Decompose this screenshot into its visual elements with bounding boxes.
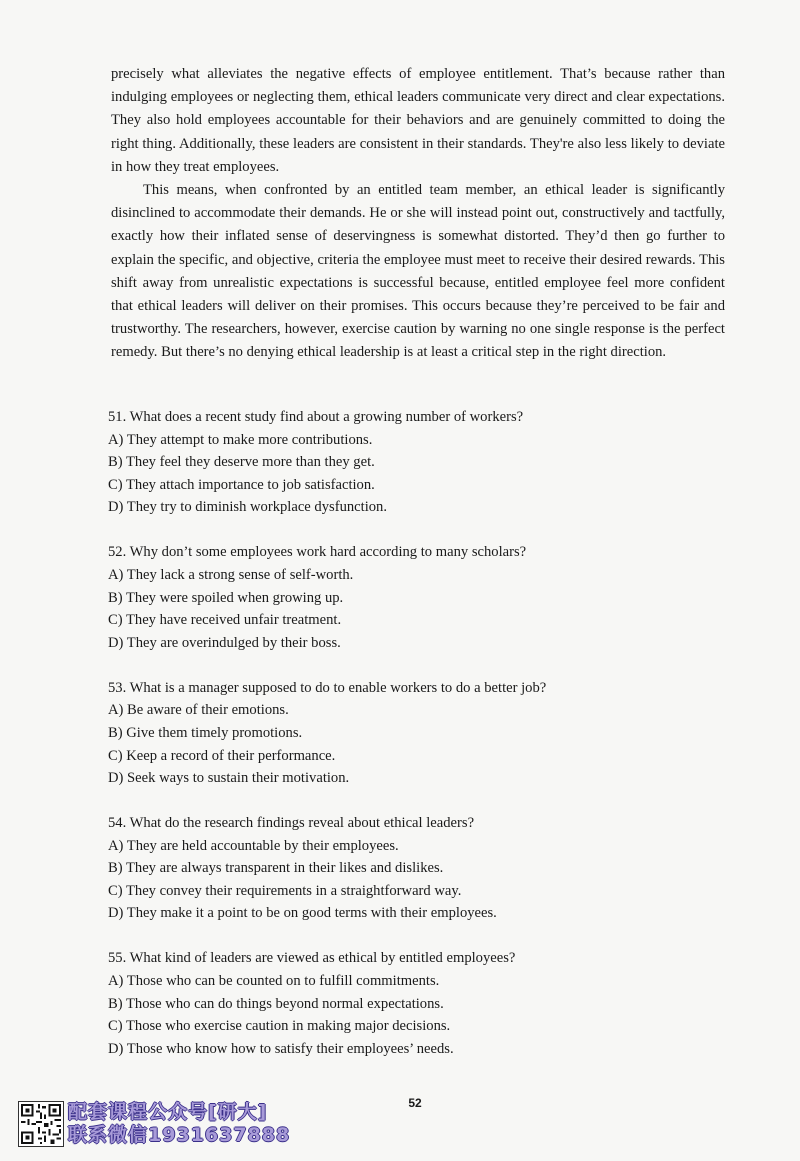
option-c: C) Those who exercise caution in making major decisions.	[108, 1018, 451, 1035]
qr-code-icon	[18, 1101, 64, 1147]
option-d: D) They are overindulged by their boss.	[108, 634, 341, 651]
question-55	[108, 947, 728, 1060]
passage-paragraph-2: This means, when confronted by an entitled team member, an ethical leader is significantly disinclined to accommodate their demands. He or she will instead point out, constructively and tactfully, exactly how their inflated sense of deservingness is somewhat distorted. They’d then go further to explain the specific, and objective, criteria the employee must meet to receive their desired rewards. This shift away from unrealistic expectations is successful because, entitled employee feel more confident that ethical leaders will deliver on their promises. This occurs because they’re perceived to be fair and trustworthy. The researchers, however, exercise caution by warning no one single response is the perfect remedy. But there’s no denying ethical leadership is at least a critical step in the right direction.	[111, 182, 725, 361]
promo-line-1: 配套课程公众号[研大]	[68, 1101, 268, 1123]
option-b: B) Those who can do things beyond normal expectations.	[108, 995, 444, 1012]
option-c: C) Keep a record of their performance.	[108, 747, 336, 764]
question-54	[108, 812, 728, 925]
question-stem: 53. What is a manager supposed to do to enable workers to do a better job?	[108, 679, 547, 696]
question-stem: 52. Why don’t some employees work hard according to many scholars?	[108, 544, 527, 561]
option-d: D) Seek ways to sustain their motivation.	[108, 770, 350, 787]
question-stem: 55. What kind of leaders are viewed as ethical by entitled employees?	[108, 950, 516, 967]
question-stem: 54. What do the research findings reveal about ethical leaders?	[108, 815, 475, 832]
option-a: A) Those who can be counted on to fulfill commitments.	[108, 973, 440, 990]
page-number: 52	[408, 1096, 422, 1110]
option-a: A) They lack a strong sense of self-worth.	[108, 566, 354, 583]
option-b: B) Give them timely promotions.	[108, 724, 303, 741]
option-a: A) They are held accountable by their employees.	[108, 837, 399, 854]
option-d: D) They try to diminish workplace dysfunction.	[108, 499, 387, 516]
option-d: D) They make it a point to be on good terms with their employees.	[108, 905, 497, 922]
question-stem: 51. What does a recent study find about a growing number of workers?	[108, 409, 524, 425]
option-d: D) Those who know how to satisfy their employees’ needs.	[108, 1040, 454, 1057]
question-list	[108, 406, 728, 1083]
option-b: B) They feel they deserve more than they get.	[108, 454, 375, 471]
passage-paragraph-1: precisely what alleviates the negative effects of employee entitlement. That’s because rather than indulging employees or neglecting them, ethical leaders communicate very direct and clear expectations. They also hold employees accountable for their behaviors and are genuinely committed to doing the right thing. Additionally, these leaders are consistent in their standards. They're also less likely to deviate in how they treat employees.	[111, 66, 725, 175]
option-c: C) They convey their requirements in a straightforward way.	[108, 882, 462, 899]
option-c: C) They have received unfair treatment.	[108, 612, 342, 629]
option-a: A) They attempt to make more contributions.	[108, 431, 373, 448]
option-b: B) They are always transparent in their likes and dislikes.	[108, 860, 444, 877]
question-52	[108, 541, 728, 654]
option-a: A) Be aware of their emotions.	[108, 702, 289, 719]
option-c: C) They attach importance to job satisfaction.	[108, 476, 375, 493]
promo-line-2: 联系微信1931637888	[68, 1124, 291, 1146]
reading-passage	[111, 63, 725, 365]
question-53	[108, 677, 728, 790]
option-b: B) They were spoiled when growing up.	[108, 589, 344, 606]
question-51	[108, 406, 728, 519]
